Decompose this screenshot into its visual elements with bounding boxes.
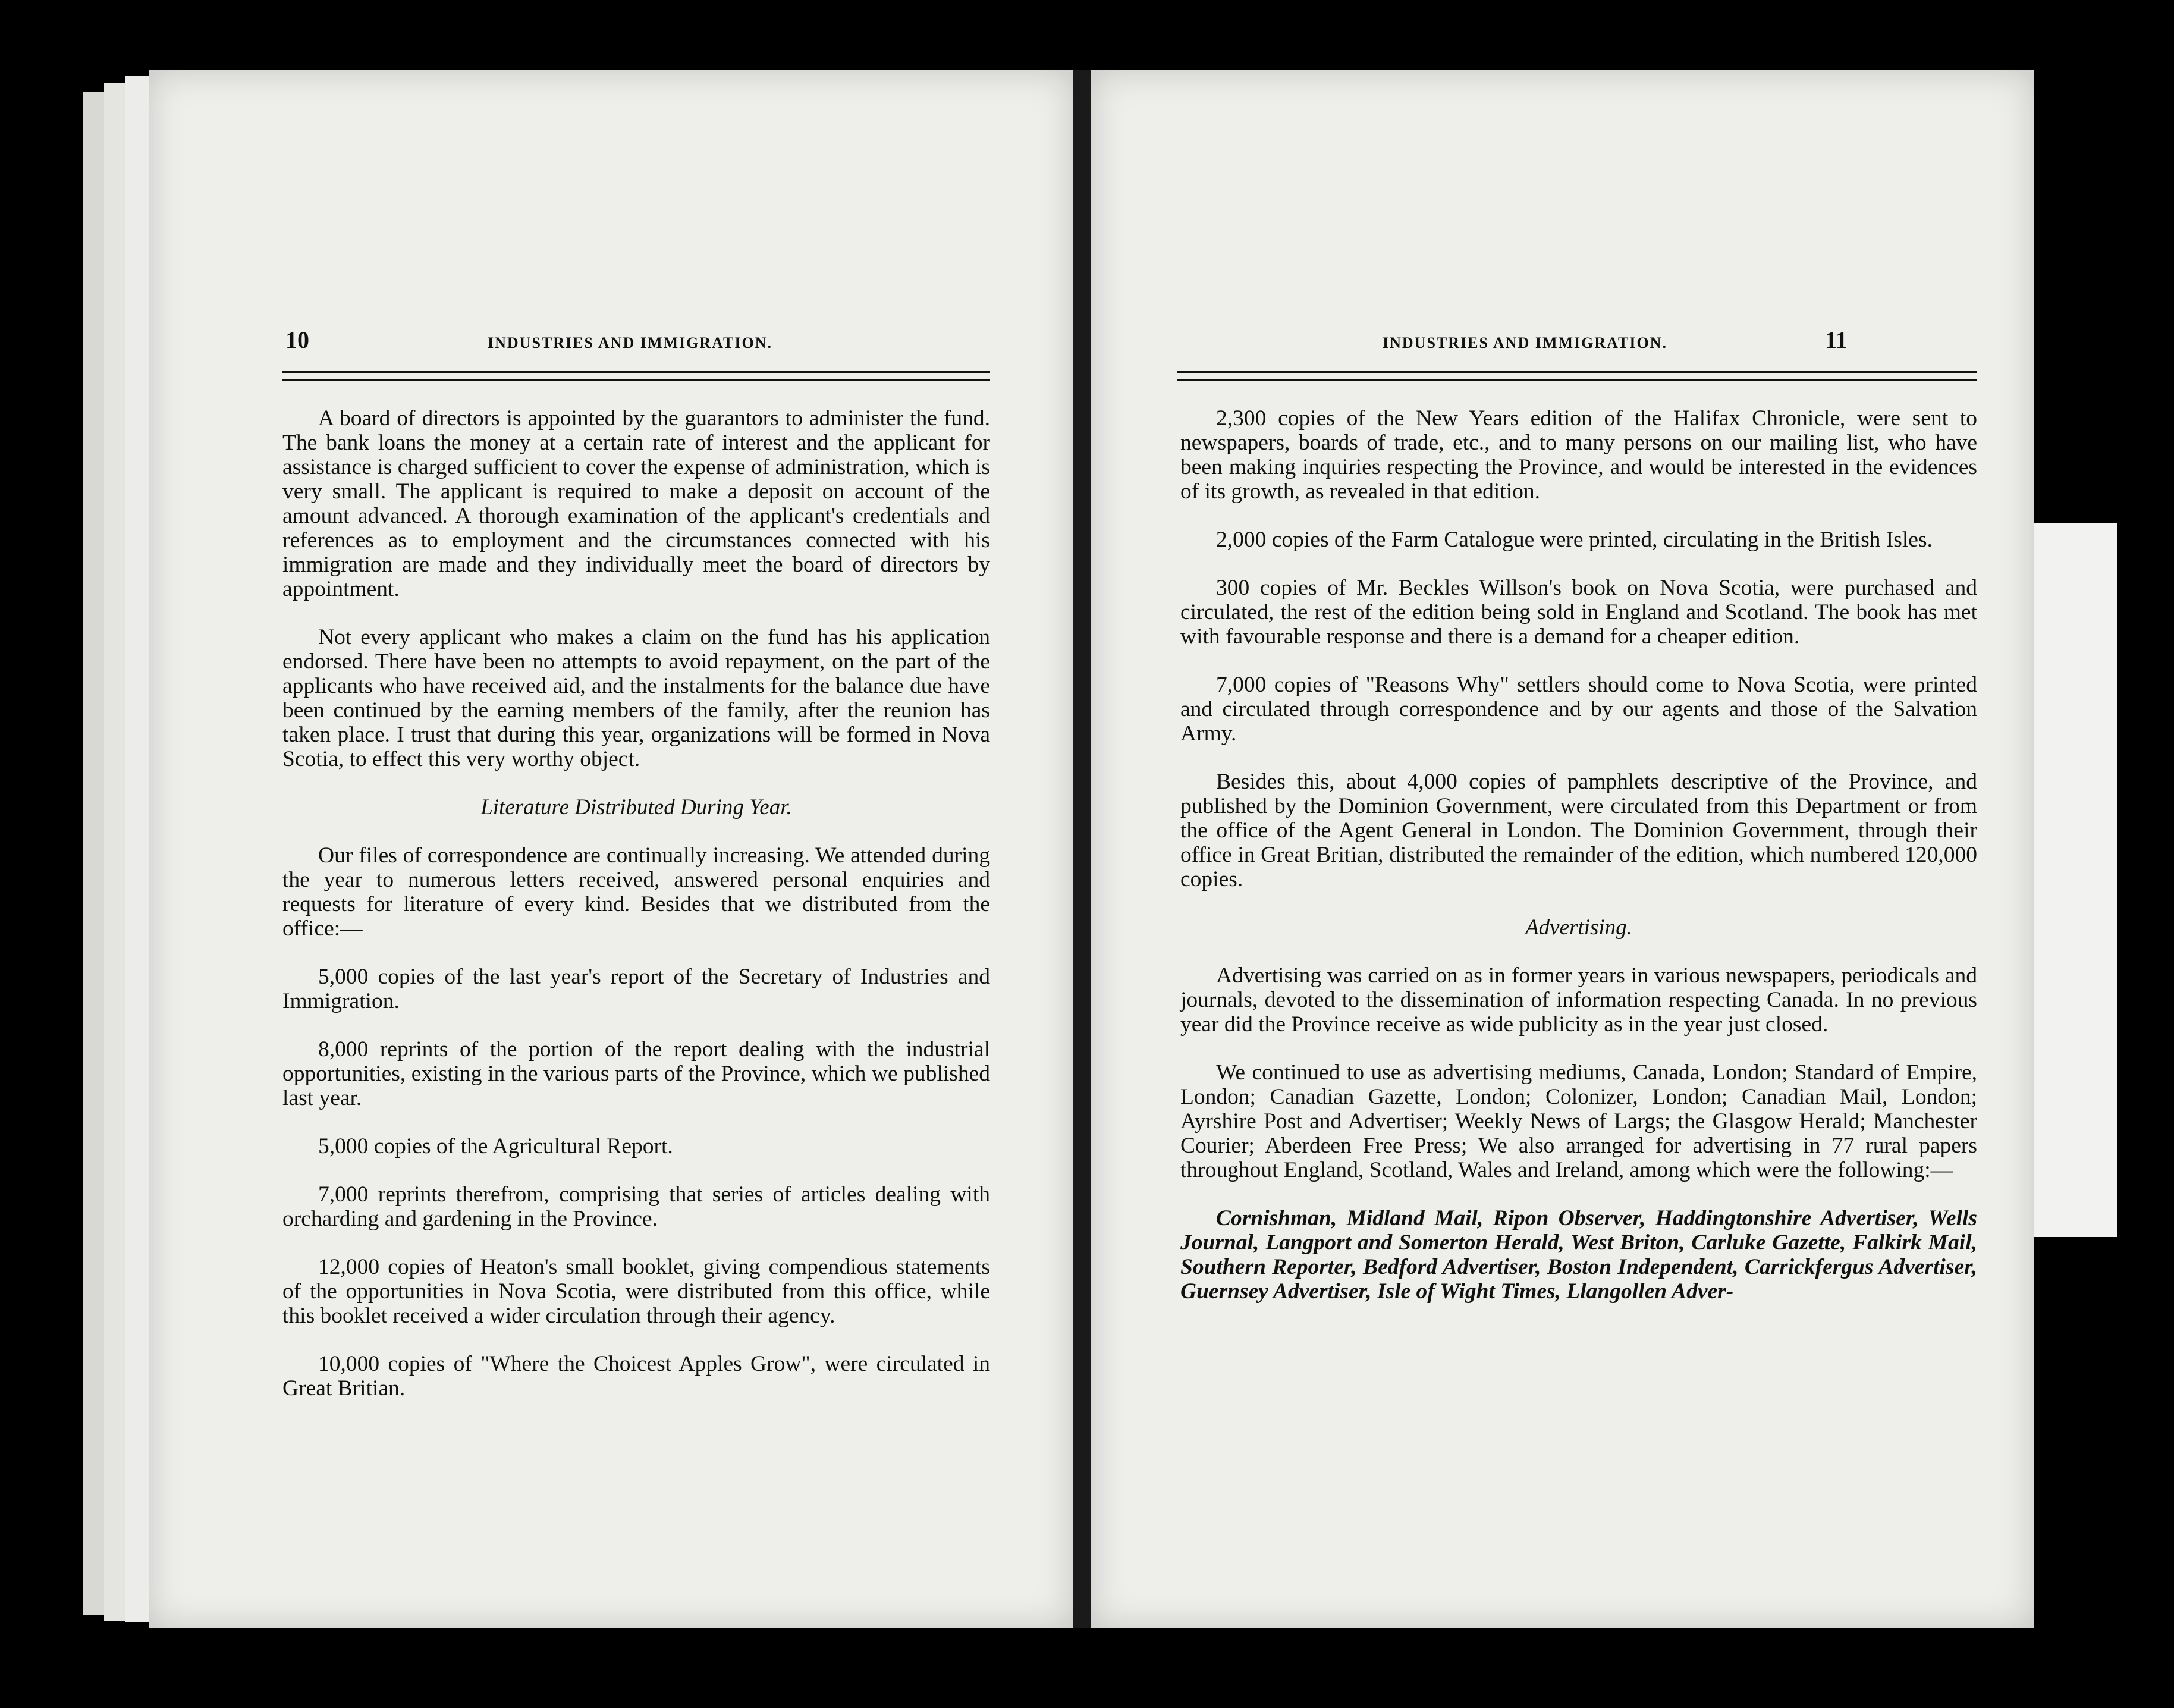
running-title: INDUSTRIES AND IMMIGRATION. [1383,334,1667,351]
paragraph: A board of directors is appointed by the guarantors to administer the fund. The bank loans the money at a certain rate of interest and the applicant for assistance is charged sufficient to cover the expense of administration, which is very small. The applicant is required to make a deposit on account of the amount advanced. A thorough examination of the applicant's credentials and references as to employment and the circumstances connected with his immigration are made and they individually meet the board of directors by appointment. [282,406,990,601]
header-rule [282,371,990,381]
paragraph: 5,000 copies of the Agricultural Report. [318,1134,673,1158]
paragraph: 300 copies of Mr. Beckles Willson's book on Nova Scotia, were purchased and circulated, the rest of the edition being sold in England and Scotland. The book has met with favourable response and there is a demand for a cheaper edition. [1180,576,1977,649]
paragraph: 2,000 copies of the Farm Catalogue were printed, circulating in the British Isles. [1216,528,1933,552]
book-gutter [1073,70,1091,1628]
paragraph: Our files of correspondence are continually increasing. We attended during the year to numerous letters received, answered personal enquiries and requests for literature of every kind. Besides that we distributed from the office:— [282,843,990,941]
page-tab-edge [2034,523,2117,1237]
page-number: 10 [285,326,309,353]
paragraph: 5,000 copies of the last year's report of the Secretary of Industries and Immigration. [282,965,990,1013]
publications-list: Cornishman, Midland Mail, Ripon Observer, Haddingtonshire Advertiser, Wells Journal, Langport and Somerton Herald, West Briton, Carluke Gazette, Falkirk Mail, Southern Reporter, Bedford Advertiser, Boston Independent, Carrickfergus Advertiser, Guernsey Advertiser, Isle of Wight Times, Llangollen Adver- [1180,1206,1977,1304]
left-page [149,70,1073,1628]
right-page-body [1180,406,1977,1327]
right-page [1091,70,2034,1628]
paragraph: 8,000 reprints of the portion of the report dealing with the industrial opportunities, existing in the various parts of the Province, which we published last year. [282,1037,990,1110]
running-title: INDUSTRIES AND IMMIGRATION. [488,334,772,351]
left-page-header [285,326,1073,356]
right-page-header [1383,326,2013,356]
section-heading: Literature Distributed During Year. [480,795,792,820]
paragraph: 7,000 copies of "Reasons Why" settlers should come to Nova Scotia, were printed and circulated through correspondence and by our agents and those of the Salvation Army. [1180,673,1977,746]
paragraph: 2,300 copies of the New Years edition of the Halifax Chronicle, were sent to newspapers, boards of trade, etc., and to many persons on our mailing list, who have been making inquiries respecting the Province, and would be interested in the evidences of its growth, as revealed in that edition. [1180,406,1977,504]
section-heading: Advertising. [1525,915,1632,940]
page-number: 11 [1824,326,1848,353]
paragraph: 7,000 reprints therefrom, comprising that series of articles dealing with orcharding and gardening in the Province. [282,1182,990,1231]
paragraph: Besides this, about 4,000 copies of pamphlets descriptive of the Province, and published by the Dominion Government, were circulated from this Department or from the office of the Agent General in London. The Dominion Government, through their office in Great Britian, distributed the remainder of the edition, which numbered 120,000 copies. [1180,770,1977,891]
paragraph: Not every applicant who makes a claim on the fund has his application endorsed. There have been no attempts to avoid repayment, on the part of the applicants who have received aid, and the instalments for the balance due have been continued by the earning members of the family, after the reunion has taken place. I trust that during this year, organizations will be formed in Nova Scotia, to effect this very worthy object. [282,625,990,771]
header-rule [1177,371,1977,381]
paragraph: We continued to use as advertising mediums, Canada, London; Standard of Empire, London; Canadian Gazette, London; Colonizer, London; Canadian Mail, London; Ayrshire Post and Advertiser; Weekly News of Largs; the Glasgow Herald; Manchester Courier; Aberdeen Free Press; We also arranged for advertising in 77 rural papers throughout England, Scotland, Wales and Ireland, among which were the following:— [1180,1060,1977,1182]
paragraph: Advertising was carried on as in former years in various newspapers, periodicals and journals, devoted to the dissemination of information respecting Canada. In no previous year did the Province receive as wide publicity as in the year just closed. [1180,963,1977,1037]
paragraph: 10,000 copies of "Where the Choicest Apples Grow", were circulated in Great Britian. [282,1352,990,1401]
paragraph: 12,000 copies of Heaton's small booklet, giving compendious statements of the opportunities in Nova Scotia, were distributed from this office, while this booklet received a wider circulation through their agency. [282,1255,990,1328]
left-page-body [282,406,990,1424]
